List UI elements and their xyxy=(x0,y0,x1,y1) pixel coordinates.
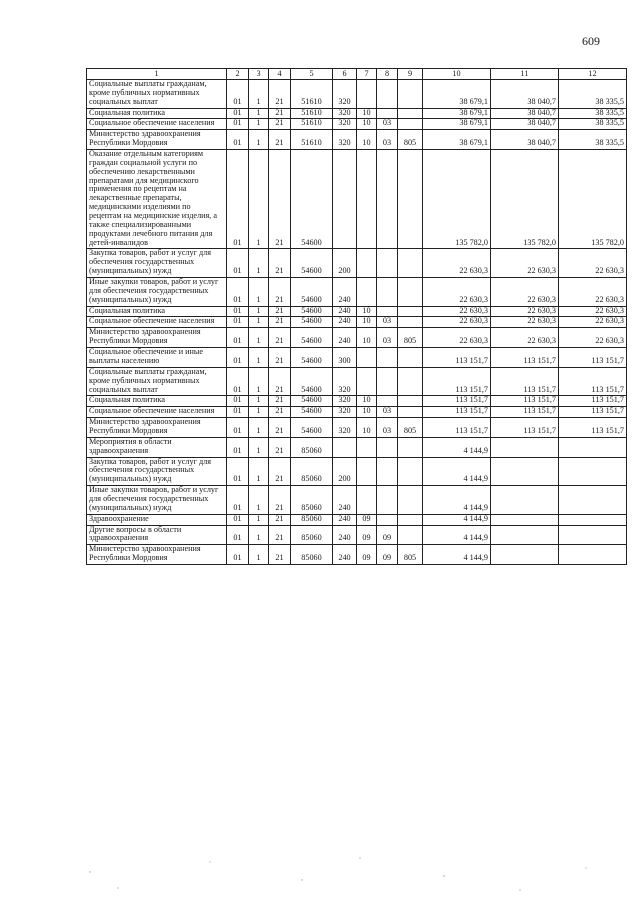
amount-cell: 22 630,3 xyxy=(559,317,627,328)
amount-cell: 38 040,7 xyxy=(491,130,559,150)
amount-cell xyxy=(491,545,559,565)
code-cell: 85060 xyxy=(291,514,333,525)
code-cell: 10 xyxy=(357,130,377,150)
amount-cell: 22 630,3 xyxy=(423,328,491,348)
code-cell: 320 xyxy=(333,407,357,418)
amount-cell: 38 040,7 xyxy=(491,119,559,130)
amount-cell: 113 151,7 xyxy=(423,367,491,396)
column-header: 4 xyxy=(269,69,291,80)
code-cell: 805 xyxy=(398,418,423,438)
code-cell: 01 xyxy=(227,249,249,278)
code-cell: 01 xyxy=(227,396,249,407)
code-cell: 1 xyxy=(249,317,269,328)
code-cell: 1 xyxy=(249,249,269,278)
code-cell: 200 xyxy=(333,457,357,486)
amount-cell: 22 630,3 xyxy=(559,328,627,348)
code-cell: 805 xyxy=(398,328,423,348)
amount-cell xyxy=(559,545,627,565)
code-cell: 01 xyxy=(227,130,249,150)
code-cell: 1 xyxy=(249,407,269,418)
amount-cell: 113 151,7 xyxy=(559,396,627,407)
column-header: 6 xyxy=(333,69,357,80)
code-cell: 1 xyxy=(249,278,269,307)
code-cell xyxy=(357,457,377,486)
amount-cell: 4 144,9 xyxy=(423,457,491,486)
amount-cell: 113 151,7 xyxy=(491,367,559,396)
amount-cell: 113 151,7 xyxy=(423,418,491,438)
amount-cell: 113 151,7 xyxy=(559,348,627,368)
amount-cell: 38 679,1 xyxy=(423,108,491,119)
code-cell: 85060 xyxy=(291,437,333,457)
code-cell xyxy=(357,367,377,396)
table-row xyxy=(87,437,627,457)
code-cell: 85060 xyxy=(291,486,333,515)
code-cell: 1 xyxy=(249,525,269,545)
row-name-cell: Социальные выплаты гражданам, кроме публичных нормативных социальных выплат xyxy=(87,367,227,396)
amount-cell: 22 630,3 xyxy=(423,306,491,317)
amount-cell: 38 040,7 xyxy=(491,80,559,109)
code-cell xyxy=(357,437,377,457)
code-cell: 200 xyxy=(333,249,357,278)
amount-cell xyxy=(491,525,559,545)
code-cell: 320 xyxy=(333,367,357,396)
amount-cell xyxy=(491,486,559,515)
table-row xyxy=(87,119,627,130)
row-name-cell: Оказание отдельным категориям граждан социальной услуги по обеспечению лекарственными препаратами для медицинского применения по рецептам на лекарственные препараты, медицинскими изделиями по рецептам на медицинские изделия, а также специализированными продуктами лечебного питания для детей-инвалидов xyxy=(87,150,227,249)
amount-cell: 113 151,7 xyxy=(559,367,627,396)
code-cell: 21 xyxy=(269,130,291,150)
code-cell: 21 xyxy=(269,486,291,515)
table-row xyxy=(87,80,627,109)
code-cell: 03 xyxy=(377,407,398,418)
code-cell: 21 xyxy=(269,278,291,307)
code-cell: 1 xyxy=(249,130,269,150)
row-name-cell: Социальное обеспечение населения xyxy=(87,317,227,328)
code-cell: 01 xyxy=(227,278,249,307)
table-row xyxy=(87,525,627,545)
table-row xyxy=(87,348,627,368)
row-name-cell: Иные закупки товаров, работ и услуг для обеспечения государственных (муниципальных) нужд xyxy=(87,278,227,307)
amount-cell: 113 151,7 xyxy=(423,348,491,368)
row-name-cell: Министерство здравоохранения Республики Мордовия xyxy=(87,418,227,438)
code-cell xyxy=(398,80,423,109)
amount-cell: 22 630,3 xyxy=(491,306,559,317)
code-cell: 09 xyxy=(357,545,377,565)
code-cell xyxy=(398,486,423,515)
table-row xyxy=(87,249,627,278)
code-cell xyxy=(377,457,398,486)
code-cell: 01 xyxy=(227,367,249,396)
code-cell: 320 xyxy=(333,418,357,438)
table-row xyxy=(87,317,627,328)
code-cell: 01 xyxy=(227,514,249,525)
table-body xyxy=(87,80,627,565)
code-cell: 09 xyxy=(377,525,398,545)
amount-cell: 4 144,9 xyxy=(423,486,491,515)
code-cell: 1 xyxy=(249,306,269,317)
code-cell: 21 xyxy=(269,108,291,119)
code-cell: 54600 xyxy=(291,348,333,368)
code-cell xyxy=(333,150,357,249)
table-row xyxy=(87,108,627,119)
amount-cell: 4 144,9 xyxy=(423,437,491,457)
amount-cell xyxy=(559,525,627,545)
amount-cell: 4 144,9 xyxy=(423,525,491,545)
code-cell xyxy=(357,249,377,278)
amount-cell: 135 782,0 xyxy=(559,150,627,249)
code-cell xyxy=(377,396,398,407)
code-cell: 300 xyxy=(333,348,357,368)
code-cell: 51610 xyxy=(291,108,333,119)
amount-cell xyxy=(491,437,559,457)
code-cell: 1 xyxy=(249,348,269,368)
amount-cell: 113 151,7 xyxy=(423,396,491,407)
table-row xyxy=(87,328,627,348)
amount-cell: 22 630,3 xyxy=(423,317,491,328)
code-cell: 01 xyxy=(227,348,249,368)
row-name-cell: Министерство здравоохранения Республики Мордовия xyxy=(87,328,227,348)
code-cell: 1 xyxy=(249,437,269,457)
code-cell: 240 xyxy=(333,306,357,317)
code-cell xyxy=(398,306,423,317)
code-cell: 1 xyxy=(249,80,269,109)
code-cell: 1 xyxy=(249,457,269,486)
code-cell: 85060 xyxy=(291,545,333,565)
code-cell: 01 xyxy=(227,108,249,119)
code-cell: 54600 xyxy=(291,328,333,348)
code-cell xyxy=(357,80,377,109)
code-cell: 1 xyxy=(249,486,269,515)
column-header: 2 xyxy=(227,69,249,80)
code-cell: 03 xyxy=(377,328,398,348)
code-cell: 1 xyxy=(249,367,269,396)
code-cell: 1 xyxy=(249,545,269,565)
amount-cell: 22 630,3 xyxy=(559,249,627,278)
code-cell: 240 xyxy=(333,328,357,348)
code-cell: 01 xyxy=(227,328,249,348)
table-row xyxy=(87,306,627,317)
amount-cell: 38 679,1 xyxy=(423,130,491,150)
code-cell: 10 xyxy=(357,317,377,328)
page-number: 609 xyxy=(582,34,600,48)
code-cell: 10 xyxy=(357,306,377,317)
code-cell: 01 xyxy=(227,407,249,418)
code-cell xyxy=(357,150,377,249)
code-cell: 21 xyxy=(269,525,291,545)
code-cell: 85060 xyxy=(291,525,333,545)
code-cell xyxy=(377,514,398,525)
amount-cell: 38 679,1 xyxy=(423,80,491,109)
code-cell: 1 xyxy=(249,514,269,525)
code-cell xyxy=(377,150,398,249)
amount-cell: 22 630,3 xyxy=(559,278,627,307)
code-cell: 01 xyxy=(227,437,249,457)
code-cell: 21 xyxy=(269,514,291,525)
code-cell: 10 xyxy=(357,407,377,418)
code-cell: 1 xyxy=(249,418,269,438)
column-header: 7 xyxy=(357,69,377,80)
table-row xyxy=(87,278,627,307)
code-cell: 85060 xyxy=(291,457,333,486)
code-cell: 21 xyxy=(269,437,291,457)
code-cell: 09 xyxy=(357,514,377,525)
code-cell: 21 xyxy=(269,418,291,438)
code-cell: 54600 xyxy=(291,306,333,317)
code-cell: 10 xyxy=(357,328,377,348)
amount-cell xyxy=(491,514,559,525)
row-name-cell: Мероприятия в области здравоохранения xyxy=(87,437,227,457)
code-cell: 240 xyxy=(333,317,357,328)
code-cell xyxy=(357,348,377,368)
code-cell: 21 xyxy=(269,317,291,328)
amount-cell: 22 630,3 xyxy=(559,306,627,317)
code-cell: 1 xyxy=(249,328,269,348)
row-name-cell: Социальная политика xyxy=(87,306,227,317)
code-cell xyxy=(398,317,423,328)
code-cell: 03 xyxy=(377,130,398,150)
code-cell xyxy=(398,457,423,486)
code-cell: 54600 xyxy=(291,249,333,278)
code-cell: 805 xyxy=(398,130,423,150)
code-cell: 21 xyxy=(269,119,291,130)
code-cell: 54600 xyxy=(291,407,333,418)
row-name-cell: Закупка товаров, работ и услуг для обеспечения государственных (муниципальных) нужд xyxy=(87,249,227,278)
code-cell xyxy=(377,80,398,109)
code-cell: 320 xyxy=(333,396,357,407)
column-header: 9 xyxy=(398,69,423,80)
code-cell xyxy=(398,437,423,457)
code-cell: 54600 xyxy=(291,150,333,249)
table-row xyxy=(87,486,627,515)
code-cell: 21 xyxy=(269,407,291,418)
code-cell: 01 xyxy=(227,457,249,486)
code-cell xyxy=(357,486,377,515)
code-cell: 01 xyxy=(227,545,249,565)
table-header-row xyxy=(87,69,627,80)
code-cell: 54600 xyxy=(291,278,333,307)
code-cell xyxy=(398,407,423,418)
amount-cell: 22 630,3 xyxy=(423,249,491,278)
amount-cell: 4 144,9 xyxy=(423,514,491,525)
row-name-cell: Другие вопросы в области здравоохранения xyxy=(87,525,227,545)
code-cell: 01 xyxy=(227,525,249,545)
code-cell: 240 xyxy=(333,545,357,565)
code-cell: 54600 xyxy=(291,367,333,396)
amount-cell: 113 151,7 xyxy=(559,418,627,438)
code-cell: 240 xyxy=(333,514,357,525)
code-cell: 21 xyxy=(269,306,291,317)
amount-cell: 113 151,7 xyxy=(423,407,491,418)
code-cell: 21 xyxy=(269,249,291,278)
table-row xyxy=(87,407,627,418)
row-name-cell: Социальная политика xyxy=(87,108,227,119)
code-cell: 21 xyxy=(269,545,291,565)
column-header: 5 xyxy=(291,69,333,80)
amount-cell: 22 630,3 xyxy=(491,278,559,307)
code-cell: 01 xyxy=(227,418,249,438)
code-cell: 09 xyxy=(357,525,377,545)
code-cell: 03 xyxy=(377,317,398,328)
code-cell: 54600 xyxy=(291,317,333,328)
code-cell: 01 xyxy=(227,317,249,328)
row-name-cell: Социальное обеспечение населения xyxy=(87,407,227,418)
code-cell xyxy=(377,108,398,119)
code-cell xyxy=(377,367,398,396)
code-cell: 1 xyxy=(249,108,269,119)
amount-cell: 22 630,3 xyxy=(491,317,559,328)
code-cell: 805 xyxy=(398,545,423,565)
column-header: 1 xyxy=(87,69,227,80)
table-row xyxy=(87,150,627,249)
table-row xyxy=(87,130,627,150)
code-cell: 01 xyxy=(227,486,249,515)
code-cell xyxy=(398,514,423,525)
code-cell: 240 xyxy=(333,486,357,515)
code-cell xyxy=(377,437,398,457)
table-row xyxy=(87,367,627,396)
code-cell: 21 xyxy=(269,396,291,407)
code-cell: 21 xyxy=(269,348,291,368)
code-cell: 03 xyxy=(377,418,398,438)
code-cell xyxy=(398,525,423,545)
amount-cell xyxy=(559,437,627,457)
table-row xyxy=(87,457,627,486)
column-header: 11 xyxy=(491,69,559,80)
table-row xyxy=(87,396,627,407)
row-name-cell: Социальные выплаты гражданам, кроме публичных нормативных социальных выплат xyxy=(87,80,227,109)
amount-cell: 38 679,1 xyxy=(423,119,491,130)
code-cell: 21 xyxy=(269,457,291,486)
amount-cell: 38 040,7 xyxy=(491,108,559,119)
code-cell: 10 xyxy=(357,418,377,438)
amount-cell: 113 151,7 xyxy=(491,348,559,368)
code-cell: 240 xyxy=(333,525,357,545)
amount-cell: 38 335,5 xyxy=(559,119,627,130)
column-header: 12 xyxy=(559,69,627,80)
code-cell: 10 xyxy=(357,396,377,407)
code-cell xyxy=(398,119,423,130)
code-cell xyxy=(398,108,423,119)
column-header: 3 xyxy=(249,69,269,80)
code-cell: 240 xyxy=(333,278,357,307)
code-cell xyxy=(377,249,398,278)
row-name-cell: Социальное обеспечение населения xyxy=(87,119,227,130)
amount-cell xyxy=(491,457,559,486)
code-cell xyxy=(377,306,398,317)
code-cell: 320 xyxy=(333,130,357,150)
code-cell: 320 xyxy=(333,108,357,119)
code-cell: 09 xyxy=(377,545,398,565)
amount-cell: 22 630,3 xyxy=(491,249,559,278)
scan-noise xyxy=(0,850,640,900)
code-cell xyxy=(398,396,423,407)
code-cell xyxy=(357,278,377,307)
code-cell: 54600 xyxy=(291,396,333,407)
amount-cell: 113 151,7 xyxy=(491,407,559,418)
code-cell xyxy=(377,278,398,307)
table-row xyxy=(87,545,627,565)
code-cell: 03 xyxy=(377,119,398,130)
code-cell: 1 xyxy=(249,396,269,407)
amount-cell: 113 151,7 xyxy=(559,407,627,418)
code-cell xyxy=(398,278,423,307)
code-cell xyxy=(377,486,398,515)
code-cell: 51610 xyxy=(291,130,333,150)
amount-cell: 38 335,5 xyxy=(559,130,627,150)
row-name-cell: Министерство здравоохранения Республики Мордовия xyxy=(87,545,227,565)
amount-cell: 113 151,7 xyxy=(491,396,559,407)
code-cell: 1 xyxy=(249,119,269,130)
code-cell: 51610 xyxy=(291,119,333,130)
code-cell: 21 xyxy=(269,150,291,249)
row-name-cell: Иные закупки товаров, работ и услуг для обеспечения государственных (муниципальных) нужд xyxy=(87,486,227,515)
code-cell: 01 xyxy=(227,119,249,130)
amount-cell xyxy=(559,486,627,515)
code-cell xyxy=(398,150,423,249)
column-header: 10 xyxy=(423,69,491,80)
code-cell xyxy=(398,348,423,368)
code-cell: 1 xyxy=(249,150,269,249)
budget-table xyxy=(86,68,627,565)
code-cell xyxy=(377,348,398,368)
table-row xyxy=(87,514,627,525)
amount-cell: 22 630,3 xyxy=(423,278,491,307)
table-row xyxy=(87,418,627,438)
code-cell: 01 xyxy=(227,306,249,317)
amount-cell: 22 630,3 xyxy=(491,328,559,348)
code-cell: 320 xyxy=(333,119,357,130)
row-name-cell: Закупка товаров, работ и услуг для обеспечения государственных (муниципальных) нужд xyxy=(87,457,227,486)
code-cell: 320 xyxy=(333,80,357,109)
row-name-cell: Социальная политика xyxy=(87,396,227,407)
amount-cell: 38 335,5 xyxy=(559,80,627,109)
code-cell xyxy=(333,437,357,457)
code-cell: 54600 xyxy=(291,418,333,438)
code-cell xyxy=(398,249,423,278)
code-cell: 01 xyxy=(227,150,249,249)
column-header: 8 xyxy=(377,69,398,80)
code-cell: 21 xyxy=(269,367,291,396)
code-cell xyxy=(398,367,423,396)
row-name-cell: Здравоохранение xyxy=(87,514,227,525)
amount-cell: 113 151,7 xyxy=(491,418,559,438)
row-name-cell: Министерство здравоохранения Республики Мордовия xyxy=(87,130,227,150)
code-cell: 10 xyxy=(357,119,377,130)
code-cell: 21 xyxy=(269,328,291,348)
amount-cell: 4 144,9 xyxy=(423,545,491,565)
amount-cell xyxy=(559,457,627,486)
amount-cell: 135 782,0 xyxy=(423,150,491,249)
code-cell: 01 xyxy=(227,80,249,109)
code-cell: 21 xyxy=(269,80,291,109)
code-cell: 51610 xyxy=(291,80,333,109)
row-name-cell: Социальное обеспечение и иные выплаты населению xyxy=(87,348,227,368)
code-cell: 10 xyxy=(357,108,377,119)
amount-cell: 38 335,5 xyxy=(559,108,627,119)
amount-cell xyxy=(559,514,627,525)
amount-cell: 135 782,0 xyxy=(491,150,559,249)
